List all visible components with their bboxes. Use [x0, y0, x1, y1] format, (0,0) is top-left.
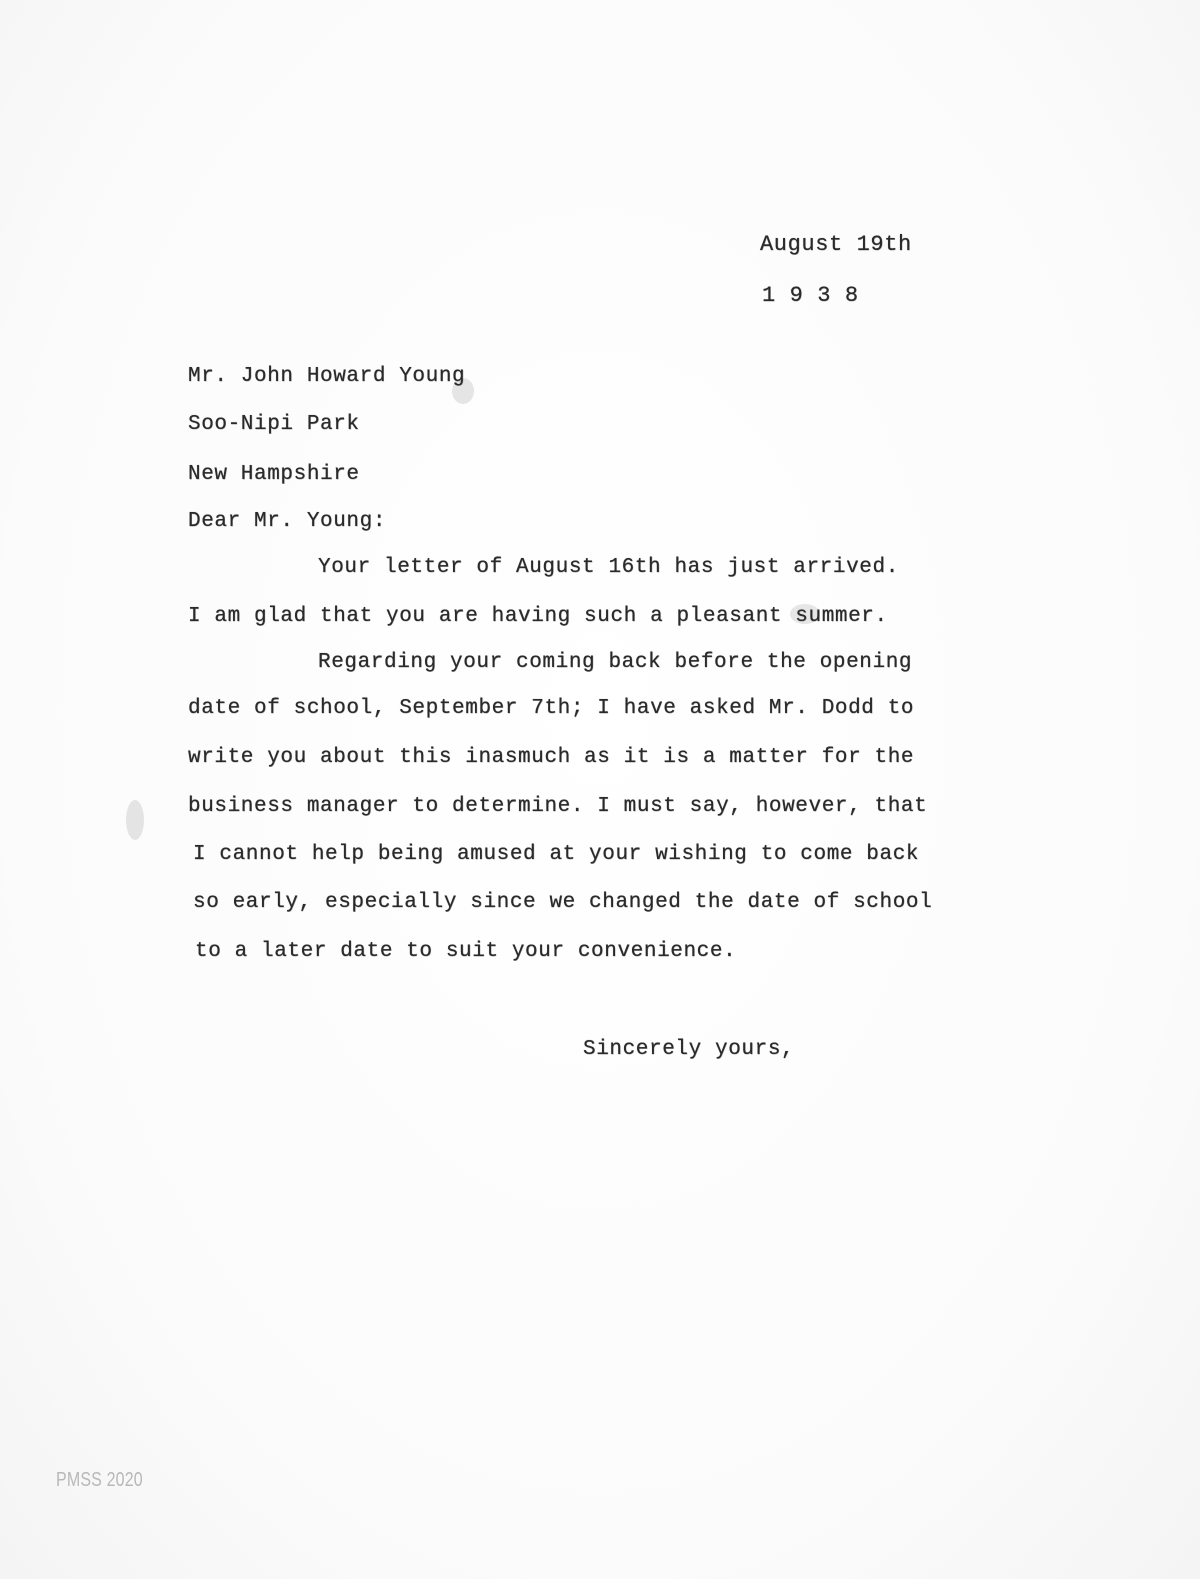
- letter-year: 1 9 3 8: [762, 283, 859, 308]
- closing: Sincerely yours,: [583, 1038, 795, 1061]
- body-line: Regarding your coming back before the opening: [318, 651, 913, 674]
- body-line: Your letter of August 16th has just arrived.: [318, 556, 899, 579]
- body-line: I cannot help being amused at your wishing to come back: [193, 843, 920, 866]
- body-line: write you about this inasmuch as it is a matter for the: [188, 746, 915, 769]
- recipient-name: Mr. John Howard Young: [188, 365, 466, 388]
- paper-smudge: [126, 800, 144, 840]
- salutation: Dear Mr. Young:: [188, 510, 387, 533]
- body-line: I am glad that you are having such a pleasant summer.: [188, 605, 888, 628]
- recipient-address-line-1: Soo-Nipi Park: [188, 413, 360, 436]
- body-line: business manager to determine. I must say, however, that: [188, 795, 928, 818]
- body-line: so early, especially since we changed the date of school: [193, 891, 933, 914]
- recipient-address-line-2: New Hampshire: [188, 463, 360, 486]
- body-line: date of school, September 7th; I have asked Mr. Dodd to: [188, 697, 915, 720]
- archive-watermark: PMSS 2020: [56, 1469, 143, 1491]
- body-line: to a later date to suit your convenience.: [195, 940, 737, 963]
- letter-date: August 19th: [760, 232, 912, 257]
